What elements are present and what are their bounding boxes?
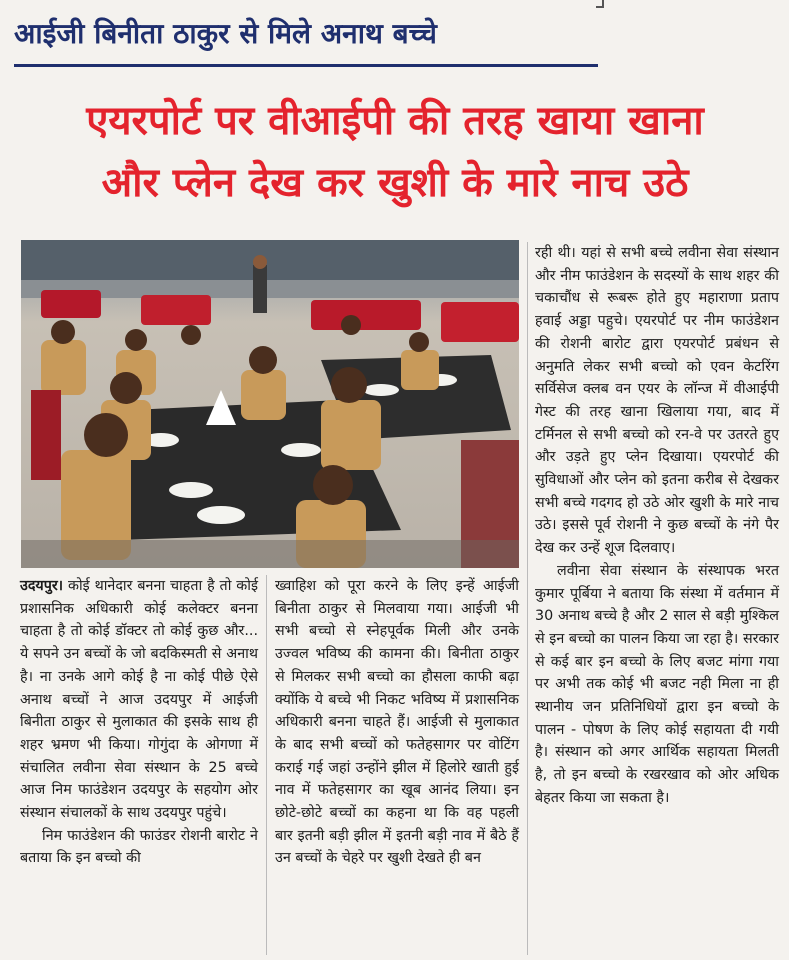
paragraph: रही थी। यहां से सभी बच्चे लवीना सेवा संस्थान और नीम फाउंडेशन के सदस्यों के साथ शहर की चकाचौंध से रूबरू होते हुए महाराणा प्रताप हवाई अड्डा पहुचे। एयरपोर्ट पर नीम फाउंडेशन की रोशनी बारोट द्वारा एयरपोर्ट प्रबंधन से अनुमति लेकर सभी बच्चो को एवन केटरिंग सर्विसेज क्लब वन एयर के लॉन्ज में वीआईपी गेस्ट की तरह खाना खिलाया गया, बाद में टर्मिनल से सभी बच्चो को रन-वे पर उतरते हुए और उड़ते हुए प्लेन दिखाया। एयरपोर्ट की सुविधाओं और प्लेन को इतना करीब से देखकर सभी बच्चे गदगद हो उठे ओर खुशी के मारे नाच उठे। इससे पूर्व रोशनी ने कुछ बच्चों के नंगे पैर देख कर उन्हें शूज दिलवाए। <box>535 245 779 557</box>
paragraph <box>20 575 258 825</box>
paragraph-text: कोई थानेदार बनना चाहता है तो कोई प्रशासनिक अधिकारी कोई कलेक्टर बनना चाहता है तो कोई डॉक्टर तो कोई कुछ और... ये सपने उन बच्चों के जो बदकिस्मती से अनाथ है। ना उनके आगे कोई है ना कोई पीछे ऐसे अनाथ बच्चों ने आज उदयपुर में आईजी बिनीता ठाकुर से मुलाकात की इसके साथ ही शहर भ्रमण भी किया। गोगुंदा के ओगणा में संचालित लवीना सेवा संस्थान के 25 बच्चे आज निम फाउंडेशन उदयपुर के सहयोग ओर संस्थान संचालकों के साथ उदयपुर पहुंचे। <box>20 578 258 822</box>
article-column-2 <box>275 575 519 870</box>
paragraph: लवीना सेवा संस्थान के संस्थापक भरत कुमार पूर्बिया ने बताया कि संस्था में वर्तमान में 30 अनाथ बच्चे है और 2 साल से बड़ी मुश्किल से इन बच्चो का पालन किया जा रहा है। सरकार से कई बार इन बच्चो के लिए बजट मांगा गया पर अभी तक कोई भी बजट नही मिला ना ही स्थानीय जन प्रतिनिधियों द्वारा इन बच्चो के पालन - पोषण के लिए कोई सहायता दी गयी है। संस्थान को अगर आर्थिक सहायता मिलती है, तो इन बच्चो के रखरखाव को ओर अधिक बेहतर किया जा सकता है। <box>535 562 779 806</box>
news-photo <box>21 240 519 568</box>
kicker-underline <box>14 64 598 67</box>
headline-line-2: और प्लेन देख कर खुशी के मारे नाच उठे <box>101 160 689 206</box>
column-divider <box>266 575 267 955</box>
kicker-headline: आईजी बिनीता ठाकुर से मिले अनाथ बच्चे <box>14 17 437 50</box>
paragraph: ख्वाहिश को पूरा करने के लिए इन्हें आईजी बिनीता ठाकुर से मिलवाया गया। आईजी भी सभी बच्चो से स्नेहपूर्वक मिली और उनके उज्वल भविष्य की कामना की। बिनीता ठाकुर से मिलकर सभी बच्चो का हौसला काफी बढ़ा क्योंकि ये बच्चे भी निकट भविष्य में प्रशासनिक अधिकारी बनना चाहते हैं। आईजी से मुलाकात के बाद सभी बच्चों को फतेहसागर पर वोटिंग कराई गई जहां उन्होंने झील में हिलोरे खाती हुई नाव में फतेहसागर का खूब आनंद लिया। इन छोटे-छोटे बच्चों का कहना था कि वह पहली बार इतनी बड़ी झील में इतनी बड़ी नाव में बैठे हैं उन बच्चों के चेहरे पर खुशी देखते ही बन <box>275 578 519 867</box>
article-column-3 <box>535 242 779 810</box>
corner-mark <box>596 0 604 8</box>
dateline: उदयपुर। <box>20 578 64 594</box>
photo-children-dining-icon <box>21 240 519 568</box>
column-divider <box>527 242 528 955</box>
paragraph: निम फाउंडेशन की फाउंडर रोशनी बारोट ने बताया कि इन बच्चो की <box>20 827 258 867</box>
headline-line-1: एयरपोर्ट पर वीआईपी की तरह खाया खाना <box>86 98 704 144</box>
article-column-1 <box>20 575 258 870</box>
